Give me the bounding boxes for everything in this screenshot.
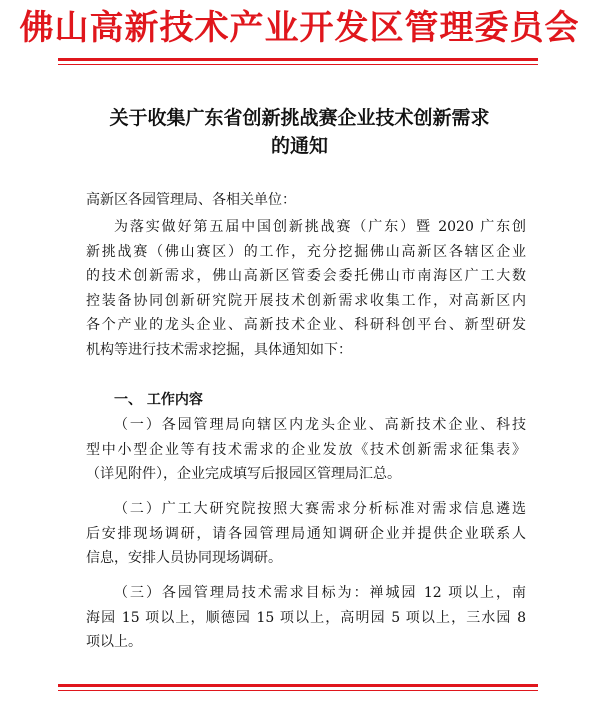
document-title-line-1: 关于收集广东省创新挑战赛企业技术创新需求 [109, 107, 490, 129]
item-1-line: （详见附件），企业完成填写后报园区管理局汇总。 [86, 466, 401, 483]
item-1-line: （一）各园管理局向辖区内龙头企业、高新技术企业、科技 [114, 417, 526, 433]
item-3-line: 海园 15 项以上，顺德园 15 项以上，高明园 5 项以上，三水园 8 [86, 609, 526, 626]
salutation: 高新区各园管理局、各相关单位： [86, 192, 296, 208]
document-title-line-2: 的通知 [270, 135, 328, 157]
intro-paragraph [86, 215, 526, 363]
intro-line: 新挑战赛（佛山赛区）的工作，充分挖掘佛山高新区各辖区企业 [86, 243, 526, 260]
item-3-line: 项以上。 [86, 634, 142, 651]
document-title [40, 104, 559, 160]
organization-header: 佛山高新技术产业开发区管理委员会 [19, 8, 580, 48]
item-1-paragraph [86, 413, 526, 487]
intro-line: 为落实做好第五届中国创新挑战赛（广东）暨 2020 广东创 [114, 219, 526, 235]
intro-line: 控装备协同创新研究院开展技术创新需求收集工作，对高新区内 [86, 292, 526, 309]
item-3-paragraph [86, 581, 526, 655]
header-rule-thin [58, 64, 538, 65]
intro-line: 机构等进行技术需求挖掘，具体通知如下： [86, 341, 352, 358]
item-2-paragraph [86, 497, 526, 571]
item-2-line: 信息，安排人员协同现场调研。 [86, 550, 282, 567]
intro-line: 的技术创新需求，佛山高新区管委会委托佛山市南海区广工大数 [86, 268, 526, 285]
item-2-line: 后安排现场调研，请各园管理局通知调研企业并提供企业联系人 [86, 525, 526, 542]
section-heading-work-content: 一、 工作内容 [114, 392, 203, 408]
item-3-line: （三）各园管理局技术需求目标为：禅城园 12 项以上，南 [114, 585, 526, 601]
header-rule-thick [58, 58, 538, 61]
intro-line: 各个产业的龙头企业、高新技术企业、科研科创平台、新型研发 [86, 317, 526, 334]
footer-rule-thick [58, 684, 538, 687]
item-2-line: （二）广工大研究院按照大赛需求分析标准对需求信息遴选 [114, 501, 526, 517]
footer-rule-thin [58, 690, 538, 691]
item-1-line: 型中小型企业等有技术需求的企业发放《技术创新需求征集表》 [86, 441, 526, 458]
